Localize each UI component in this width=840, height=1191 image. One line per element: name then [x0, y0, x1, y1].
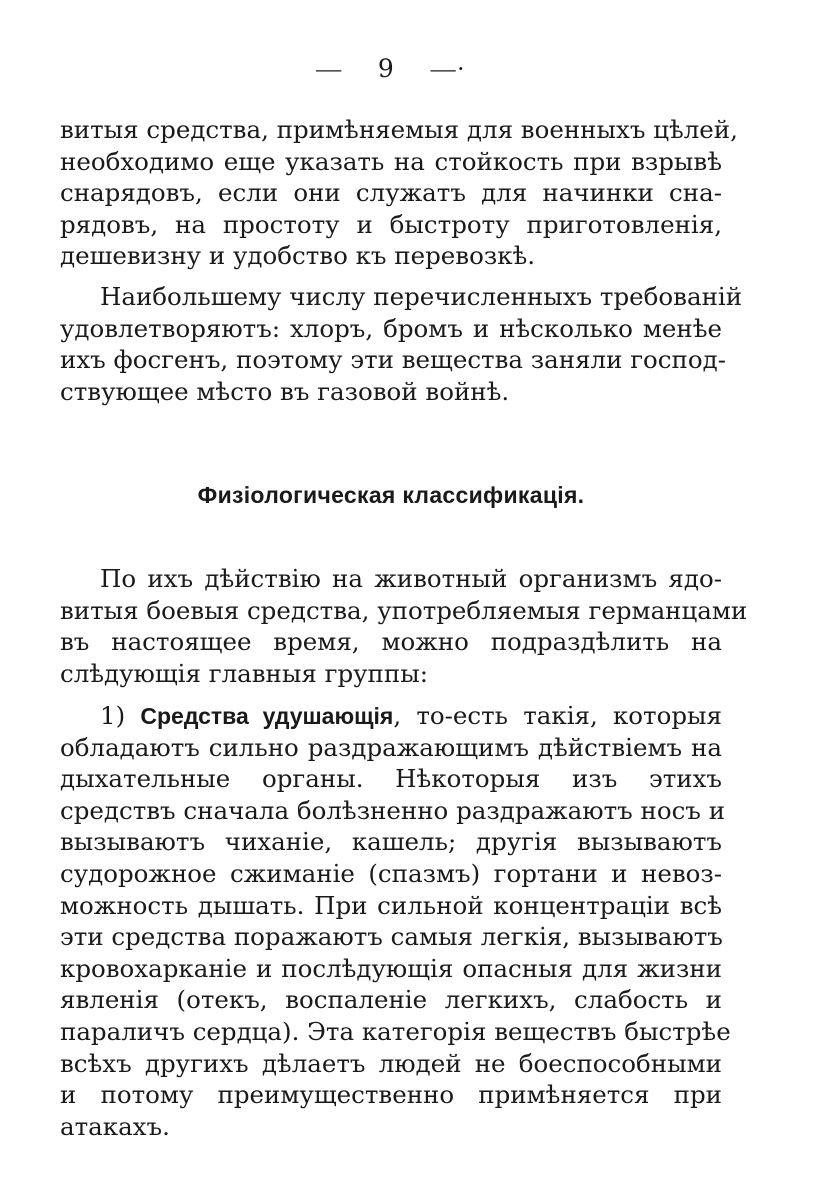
text-line: витыя боевыя средства, употребляемыя германцами — [60, 595, 748, 625]
text-line — [60, 700, 722, 732]
text-line: можность дышать. При сильной концентраціи всѣ — [60, 890, 722, 920]
paragraph-requirements — [60, 281, 743, 407]
text-line: снарядовъ, если они служатъ для начинки сна- — [60, 178, 722, 208]
text-line: вызываютъ чиханіе, кашель; другія вызываютъ — [60, 827, 722, 857]
text-line: дешевизну и удобство къ перевозкѣ. — [60, 241, 536, 271]
term-choking-agents: Средства удушающія — [140, 703, 394, 729]
text-line: параличъ сердца). Эта категорія веществъ быстрѣе — [60, 1016, 731, 1046]
list-number: 1) — [100, 701, 126, 730]
text-line: рядовъ, на простоту и быстроту приготовленія, — [60, 209, 722, 239]
paragraph-choking-agents — [60, 700, 731, 1142]
text-line: средствъ сначала болѣзненно раздражаютъ носъ и — [60, 795, 726, 825]
text-line: ихъ фосгенъ, поэтому эти вещества заняли господ- — [60, 345, 726, 375]
text-line: дыхательные органы. Нѣкоторыя изъ этихъ — [60, 764, 722, 794]
header-dash-right: —· — [430, 56, 466, 83]
text-line: ствующее мѣсто въ газовой войнѣ. — [60, 376, 510, 406]
page-header — [60, 54, 722, 84]
paragraph-classification-intro — [60, 563, 748, 689]
text-line: слѣдующія главныя группы: — [60, 658, 428, 688]
text-line: всѣхъ другихъ дѣлаетъ людей не боеспособными — [60, 1048, 722, 1078]
section-heading: Физіологическая классификація. — [197, 482, 585, 508]
text-line: кровохарканіе и послѣдующія опасныя для жизни — [60, 953, 722, 983]
text-line: По ихъ дѣйствію на животный организмъ ядо- — [100, 564, 722, 593]
text-line: необходимо еще указать на стойкость при взрывѣ — [60, 146, 722, 176]
paragraph-continuation — [60, 114, 738, 272]
text-line: судорожное сжиманіе (спазмъ) гортани и невоз- — [60, 858, 722, 888]
header-dash-left: — — [316, 56, 343, 83]
text-line: явленія (отекъ, воспаленіе легкихъ, слабость и — [60, 985, 722, 1015]
text-line: въ настоящее время, можно подраздѣлить на — [60, 627, 722, 657]
book-page — [60, 0, 748, 1191]
page-number: 9 — [377, 54, 395, 83]
text-line: Наибольшему числу перечисленныхъ требованій — [100, 282, 743, 311]
text-line: витыя средства, примѣняемыя для военныхъ цѣлей, — [60, 115, 738, 144]
text-line: и потому преимущественно примѣняется при — [60, 1080, 722, 1110]
text-line: удовлетворяютъ: хлоръ, бромъ и нѣсколько менѣе — [60, 313, 722, 343]
text-line: эти средства поражаютъ самыя легкія, вызываютъ — [60, 922, 723, 952]
text-line: атакахъ. — [60, 1111, 170, 1141]
first-line-rest: , то-есть такія, которыя — [393, 701, 722, 730]
text-line: обладаютъ сильно раздражающимъ дѣйствіемъ на — [60, 732, 722, 762]
